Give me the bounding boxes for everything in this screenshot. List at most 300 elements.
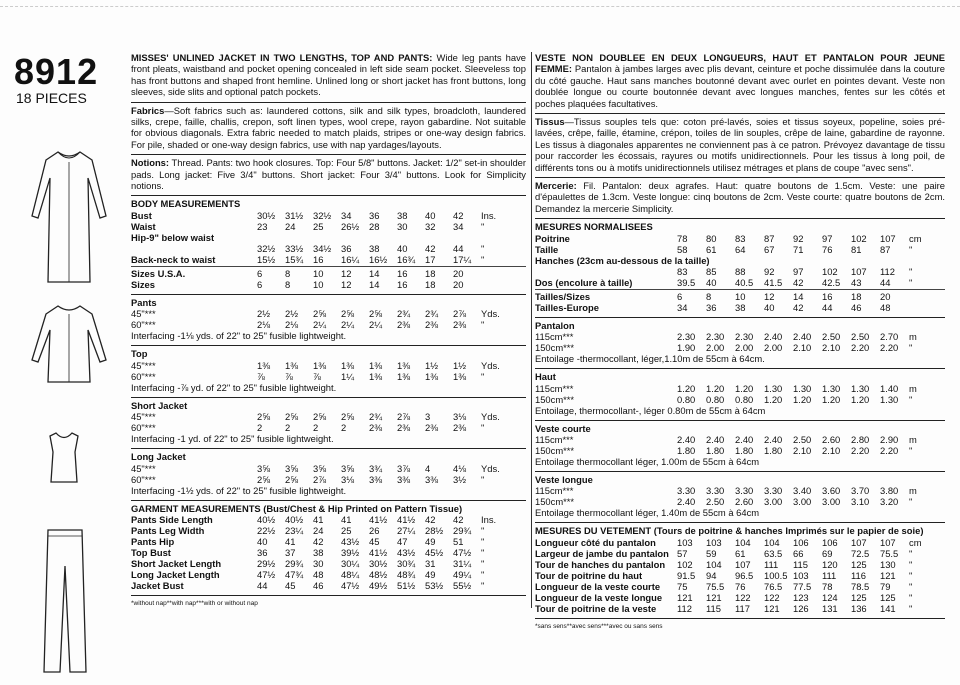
size-value: 2⅝ xyxy=(341,411,355,423)
size-value: 131 xyxy=(822,602,838,614)
size-value: 85 xyxy=(706,265,717,277)
table-row xyxy=(131,580,526,591)
size-value: 42 xyxy=(313,535,324,547)
size-value: 2.30 xyxy=(735,331,754,343)
size-value: 92 xyxy=(793,232,804,244)
table-row xyxy=(535,342,945,353)
size-value: 30 xyxy=(397,220,408,232)
row-label: Sizes xyxy=(131,278,155,290)
size-value: 78.5 xyxy=(851,580,870,592)
size-value: 63.5 xyxy=(764,547,783,559)
size-value: 107 xyxy=(880,232,896,244)
fabrics-en xyxy=(131,105,526,151)
size-value: 36 xyxy=(706,301,717,313)
size-value: 122 xyxy=(764,591,780,603)
row-label: 150cm*** xyxy=(535,393,575,405)
fabrics-text-fr: —Tissus souples tels que: coton pré-lavés, soies et tissus soyeux, popeline, soies pré-lavées, crêpe, faille, étamine, crépon, toiles de lin souples, crêpe de laine, gabardine de rayonne. Les tissus à diagonales apparentes ne conviennent pas à ce patron. Prévoyez davantage de tissu pour raccorder les écossais, rayures ou motifs unidirectionnels. Pour les tissus à long poil, de différents tons ou à motifs unidirectionnels utilisez métrages et plans de coupe "avec sens". xyxy=(535,116,945,173)
size-value: 2⅛ xyxy=(257,319,271,331)
size-value: 31¼ xyxy=(453,557,472,569)
size-value xyxy=(313,232,341,243)
size-value: 44 xyxy=(257,579,268,591)
unit-label xyxy=(481,279,505,290)
description-title-fr: VESTE NON DOUBLEE EN DEUX LONGUEURS, HAUT ET PANTALON POUR JEUNE FEMME: xyxy=(535,52,945,75)
size-value: 125 xyxy=(851,558,867,570)
table-row xyxy=(131,525,526,536)
size-value: 29½ xyxy=(257,557,276,569)
size-value: 34½ xyxy=(313,242,332,254)
description-text-fr: Pantalon à jambes larges avec plis devant, ceinture et poche dissimulée dans la couture du côté gauche. Haut sans manches boutonné devant avec ourlet en pointes devant. Veste non doublée longue ou courte boutonnée devant avec longues manches, fentes sur les côtés et poches plaquées facultatives. xyxy=(535,63,945,109)
size-value: 26 xyxy=(369,524,380,536)
size-value: 1.80 xyxy=(706,444,725,456)
table-row xyxy=(131,232,526,243)
size-value: 1.20 xyxy=(822,393,841,405)
size-value: 2 xyxy=(341,422,347,434)
unit-label: Yds. xyxy=(481,308,500,320)
row-label: 150cm*** xyxy=(535,342,575,354)
table-row xyxy=(535,570,945,581)
size-value: 3.70 xyxy=(851,485,870,497)
row-label: Largeur de jambe du pantalon xyxy=(535,547,669,559)
size-value: 3.10 xyxy=(851,496,870,508)
size-value: 1.90 xyxy=(677,342,696,354)
row-label: Tailles-Europe xyxy=(535,301,599,313)
table-row xyxy=(535,277,945,288)
size-value: 8 xyxy=(285,278,291,290)
table-row xyxy=(131,308,526,319)
table-row xyxy=(535,434,945,445)
size-value: 2.30 xyxy=(706,331,725,343)
size-value: 104 xyxy=(735,536,751,548)
table-row xyxy=(535,331,945,342)
size-value: 76.5 xyxy=(764,580,783,592)
size-value: 36 xyxy=(257,546,268,558)
size-value: 40 xyxy=(257,535,268,547)
size-value: 39.5 xyxy=(677,276,696,288)
size-value: 117 xyxy=(735,602,750,614)
size-value: 3 xyxy=(425,411,431,423)
size-value: 78 xyxy=(677,232,688,244)
size-value: 3¾ xyxy=(369,462,383,474)
size-value: 1¼ xyxy=(341,370,355,382)
size-value: 16½ xyxy=(369,253,388,265)
row-label: Waist xyxy=(131,220,156,232)
size-value xyxy=(764,255,793,266)
size-value: 2⅝ xyxy=(285,411,299,423)
size-value: 111 xyxy=(822,569,837,581)
size-value: 31½ xyxy=(285,209,304,221)
size-value: 116 xyxy=(851,569,866,581)
row-label: Longueur côté du pantalon xyxy=(535,536,656,548)
table-row xyxy=(535,291,945,302)
size-value: 10 xyxy=(313,278,324,290)
size-value: 30¾ xyxy=(397,557,416,569)
size-value: 31 xyxy=(425,557,436,569)
size-value: 12 xyxy=(341,267,352,279)
size-value: 67 xyxy=(764,243,775,255)
table-row xyxy=(535,255,945,266)
size-value: 41½ xyxy=(369,513,388,525)
english-column xyxy=(131,52,526,608)
size-value: 2.50 xyxy=(851,331,870,343)
row-label: 115cm*** xyxy=(535,433,574,445)
size-value: 0.80 xyxy=(706,393,725,405)
size-value: 2.30 xyxy=(677,331,696,343)
size-value: ⅞ xyxy=(313,370,321,382)
size-value: 130 xyxy=(880,558,896,570)
size-value: 1.20 xyxy=(764,393,783,405)
size-value: 1.30 xyxy=(793,382,812,394)
size-value: 18 xyxy=(425,278,436,290)
size-value: 1⅜ xyxy=(397,370,411,382)
size-value: 43 xyxy=(851,276,862,288)
size-value: 2¼ xyxy=(313,319,327,331)
size-value: 42 xyxy=(425,242,436,254)
unit-label xyxy=(481,232,505,243)
size-value: 36 xyxy=(369,209,380,221)
size-value: 76 xyxy=(735,580,746,592)
size-value: 2.70 xyxy=(880,331,899,343)
table-row xyxy=(131,279,526,290)
table-row xyxy=(131,360,526,371)
unit-label xyxy=(909,302,933,313)
size-value: 2½ xyxy=(257,308,271,320)
row-label: Pants Leg Width xyxy=(131,524,205,536)
size-value: 122 xyxy=(735,591,751,603)
row-label xyxy=(131,243,257,254)
size-value: 2⅝ xyxy=(257,473,271,485)
size-value: 41 xyxy=(285,535,296,547)
size-value: 1⅜ xyxy=(285,359,299,371)
interfacing-note: Entoilage thermocollant léger, 1.00m de 55cm à 64cm xyxy=(535,455,760,467)
section-rule xyxy=(131,500,526,501)
unit-label: cm xyxy=(909,536,922,548)
unit-label: " xyxy=(909,558,913,570)
size-value: 2.40 xyxy=(735,433,754,445)
table-row xyxy=(131,558,526,569)
size-value: 2.10 xyxy=(793,444,812,456)
size-value: 2.10 xyxy=(793,342,812,354)
size-value: 64 xyxy=(735,243,746,255)
size-value: 2⅜ xyxy=(453,422,467,434)
size-value: 20 xyxy=(880,290,891,302)
size-value xyxy=(706,255,735,266)
size-value: 16¼ xyxy=(341,253,360,265)
size-value: 40 xyxy=(397,242,408,254)
description-en xyxy=(131,52,526,98)
size-value: 102 xyxy=(851,232,867,244)
size-value: 1½ xyxy=(425,359,439,371)
unit-label: " xyxy=(909,602,913,614)
size-value: 92 xyxy=(764,265,775,277)
size-value: 40½ xyxy=(257,513,276,525)
size-value: 41 xyxy=(341,513,352,525)
size-value xyxy=(397,232,425,243)
notions-label-fr: Mercerie: xyxy=(535,180,577,192)
table-row xyxy=(535,266,945,277)
section-heading: Short Jacket xyxy=(131,399,188,411)
size-value: 3.00 xyxy=(822,496,841,508)
section-heading: Veste courte xyxy=(535,422,591,434)
size-value: 49½ xyxy=(369,579,388,591)
size-value: 3.60 xyxy=(822,485,841,497)
size-value: 1⅜ xyxy=(453,370,467,382)
size-value xyxy=(735,255,764,266)
size-value: 3⅞ xyxy=(397,462,411,474)
section-rule xyxy=(535,317,945,318)
size-value: 44 xyxy=(453,242,464,254)
size-value: 3.40 xyxy=(793,485,812,497)
unit-label: " xyxy=(481,546,485,558)
size-value: 81 xyxy=(851,243,862,255)
size-value xyxy=(793,255,822,266)
size-value: 3½ xyxy=(453,473,467,485)
size-value: 121 xyxy=(677,591,693,603)
fabrics-label-fr: Tissus xyxy=(535,116,565,128)
unit-label: " xyxy=(481,557,485,569)
size-value: 83 xyxy=(677,265,688,277)
size-value: 2½ xyxy=(285,308,299,320)
size-value: 104 xyxy=(706,558,722,570)
unit-label: " xyxy=(481,253,485,265)
unit-label xyxy=(909,291,933,302)
size-value: 2.00 xyxy=(764,342,783,354)
size-value: 42 xyxy=(453,513,464,525)
size-value: 2⅛ xyxy=(285,319,299,331)
section-rule xyxy=(535,420,945,421)
size-value: 42.5 xyxy=(822,276,841,288)
size-value: 1.40 xyxy=(880,382,899,394)
notions-en xyxy=(131,157,526,191)
size-value: 106 xyxy=(793,536,809,548)
size-value: 102 xyxy=(677,558,693,570)
table-row xyxy=(131,411,526,422)
thin-rule xyxy=(535,289,945,290)
size-value xyxy=(880,255,909,266)
size-value: 2.20 xyxy=(880,444,899,456)
unit-label: " xyxy=(909,276,913,288)
size-value: 28½ xyxy=(425,524,444,536)
french-column xyxy=(535,52,945,631)
size-value: 24 xyxy=(285,220,296,232)
size-value xyxy=(369,232,397,243)
size-value: 2¼ xyxy=(341,319,355,331)
size-value: 2.80 xyxy=(851,433,870,445)
size-value: 2.40 xyxy=(677,433,696,445)
size-value: 3⅜ xyxy=(425,473,439,485)
section-heading: MESURES NORMALISEES xyxy=(535,221,653,233)
size-value: 2⅜ xyxy=(425,422,439,434)
size-value: 20 xyxy=(453,267,464,279)
table-row xyxy=(131,243,526,254)
size-value: 2⅝ xyxy=(369,308,383,320)
size-value: 2.00 xyxy=(735,342,754,354)
unit-label: " xyxy=(909,580,913,592)
pattern-number: 8912 xyxy=(14,51,99,92)
size-value: 3.80 xyxy=(880,485,899,497)
size-value: 14 xyxy=(369,267,380,279)
size-value: 38 xyxy=(313,546,324,558)
size-value: 2⅞ xyxy=(313,473,327,485)
unit-label: m xyxy=(909,433,917,445)
size-value: 48¾ xyxy=(397,568,416,580)
size-value: 17¼ xyxy=(453,253,472,265)
size-value: 17 xyxy=(425,253,436,265)
interfacing-note: Entoilage, thermocollant-, léger 0.80m de 55cm à 64cm xyxy=(535,404,766,416)
row-label: Hip-9" below waist xyxy=(131,231,215,243)
section-heading: Haut xyxy=(535,371,556,383)
size-value: 58 xyxy=(677,243,688,255)
row-label: 45"*** xyxy=(131,308,156,320)
size-value: 112 xyxy=(880,265,895,277)
size-value: 32 xyxy=(425,220,436,232)
notions-label-en: Notions: xyxy=(131,157,170,169)
size-value: 102 xyxy=(822,265,838,277)
size-value: 100.5 xyxy=(764,569,788,581)
size-value xyxy=(822,255,851,266)
size-value: 1.20 xyxy=(706,382,725,394)
size-value: 29¾ xyxy=(285,557,304,569)
row-label: 60"*** xyxy=(131,422,156,434)
notions-text-en: Thread. Pants: two hook closures. Top: Four 5/8" buttons. Jacket: 1/2" set-in shoulder pads. Long jacket: Five 3/4" buttons. Short jacket: Four 3/4" buttons. Look for Simplicity notions. xyxy=(131,157,526,192)
size-value: 47¾ xyxy=(285,568,304,580)
size-value: 40 xyxy=(706,276,717,288)
size-value: 121 xyxy=(880,569,896,581)
size-value: 40 xyxy=(425,209,436,221)
unit-label: m xyxy=(909,382,917,394)
size-value: 77.5 xyxy=(793,580,812,592)
size-value: 2¾ xyxy=(397,308,411,320)
size-value: 23 xyxy=(257,220,268,232)
size-value: 45 xyxy=(285,579,296,591)
size-value: 1⅜ xyxy=(369,359,383,371)
row-label: 45"*** xyxy=(131,462,156,474)
size-value: 4 xyxy=(425,462,431,474)
section-heading: Long Jacket xyxy=(131,451,186,463)
size-value: 97 xyxy=(822,232,833,244)
size-value: 44 xyxy=(880,276,891,288)
section-rule xyxy=(131,448,526,449)
notions-fr xyxy=(535,180,945,214)
row-label: 60"*** xyxy=(131,370,156,382)
size-value xyxy=(453,232,481,243)
unit-label: " xyxy=(909,547,913,559)
size-value: 2.50 xyxy=(793,433,812,445)
row-label: 115cm*** xyxy=(535,331,574,343)
row-label: Longueur de la veste courte xyxy=(535,580,661,592)
size-value: 76 xyxy=(822,243,833,255)
size-value: 47½ xyxy=(341,579,360,591)
size-value: 30 xyxy=(313,557,324,569)
unit-label: " xyxy=(481,473,485,485)
size-value: 1.80 xyxy=(735,444,754,456)
unit-label: " xyxy=(481,319,485,331)
top-illustration xyxy=(44,430,84,486)
size-value: 3⅜ xyxy=(369,473,383,485)
size-value: 2.40 xyxy=(793,331,812,343)
size-value: 1.30 xyxy=(851,382,870,394)
section-heading: Pants xyxy=(131,296,157,308)
size-value: 10 xyxy=(313,267,324,279)
size-value xyxy=(285,232,313,243)
unit-label: " xyxy=(909,496,913,508)
interfacing-note: Interfacing -1½ yds. of 22" to 25" fusible lightweight. xyxy=(131,484,347,496)
size-value: 103 xyxy=(706,536,722,548)
unit-label: " xyxy=(481,568,485,580)
size-value: 32½ xyxy=(313,209,332,221)
size-value: 8 xyxy=(706,290,712,302)
table-row xyxy=(131,569,526,580)
size-value: 39½ xyxy=(341,546,360,558)
size-value: 3.30 xyxy=(677,485,696,497)
table-bottom-rule xyxy=(535,618,945,619)
fabrics-label-en: Fabrics xyxy=(131,104,165,116)
size-value: 2 xyxy=(285,422,291,434)
size-value: 66 xyxy=(793,547,804,559)
size-value: 49 xyxy=(425,535,436,547)
size-value: 46 xyxy=(851,301,862,313)
table-row xyxy=(535,537,945,548)
size-value xyxy=(677,255,706,266)
size-value: 47½ xyxy=(453,546,472,558)
description-title-en: MISSES' UNLINED JACKET IN TWO LENGTHS, TOP AND PANTS: xyxy=(131,52,433,63)
size-value: 1⅜ xyxy=(257,359,271,371)
size-value: 34 xyxy=(677,301,688,313)
table-row xyxy=(131,536,526,547)
table-row xyxy=(535,302,945,313)
row-label xyxy=(535,266,677,277)
table-row xyxy=(131,268,526,279)
interfacing-note: Interfacing -1 yd. of 22" to 25" fusible lightweight. xyxy=(131,433,334,445)
size-value: 12 xyxy=(764,290,775,302)
size-value: 3⅝ xyxy=(257,462,271,474)
size-value: 33½ xyxy=(285,242,304,254)
size-value: 47½ xyxy=(257,568,276,580)
size-value: 2⅝ xyxy=(285,473,299,485)
table-bottom-rule xyxy=(131,595,526,596)
row-label: Back-neck to waist xyxy=(131,253,216,265)
size-value: 27¼ xyxy=(397,524,416,536)
table-row xyxy=(535,603,945,614)
size-value: 49 xyxy=(425,568,436,580)
size-value: 14 xyxy=(793,290,804,302)
size-value: 2⅝ xyxy=(313,308,327,320)
size-value: ⅞ xyxy=(257,370,265,382)
size-value: 96.5 xyxy=(735,569,754,581)
size-value: 1.30 xyxy=(764,382,783,394)
row-label: Longueur de la veste longue xyxy=(535,591,663,603)
size-value xyxy=(851,255,880,266)
size-value: 126 xyxy=(793,602,809,614)
row-label: 45"*** xyxy=(131,359,156,371)
row-label: Sizes U.S.A. xyxy=(131,267,186,279)
size-value: 124 xyxy=(822,591,838,603)
size-value: 107 xyxy=(880,536,896,548)
size-value: 107 xyxy=(851,265,867,277)
size-value: 53½ xyxy=(425,579,444,591)
size-value: 47 xyxy=(397,535,408,547)
size-value: 2.40 xyxy=(764,331,783,343)
size-value: 30½ xyxy=(257,209,276,221)
size-value: 1.20 xyxy=(677,382,696,394)
table-row xyxy=(131,474,526,485)
section-rule xyxy=(535,471,945,472)
size-value: 2 xyxy=(257,422,263,434)
description-fr xyxy=(535,52,945,109)
size-value: 48¼ xyxy=(341,568,360,580)
size-value: 2.50 xyxy=(822,331,841,343)
unit-label: " xyxy=(481,535,485,547)
size-value: 49¼ xyxy=(453,568,472,580)
